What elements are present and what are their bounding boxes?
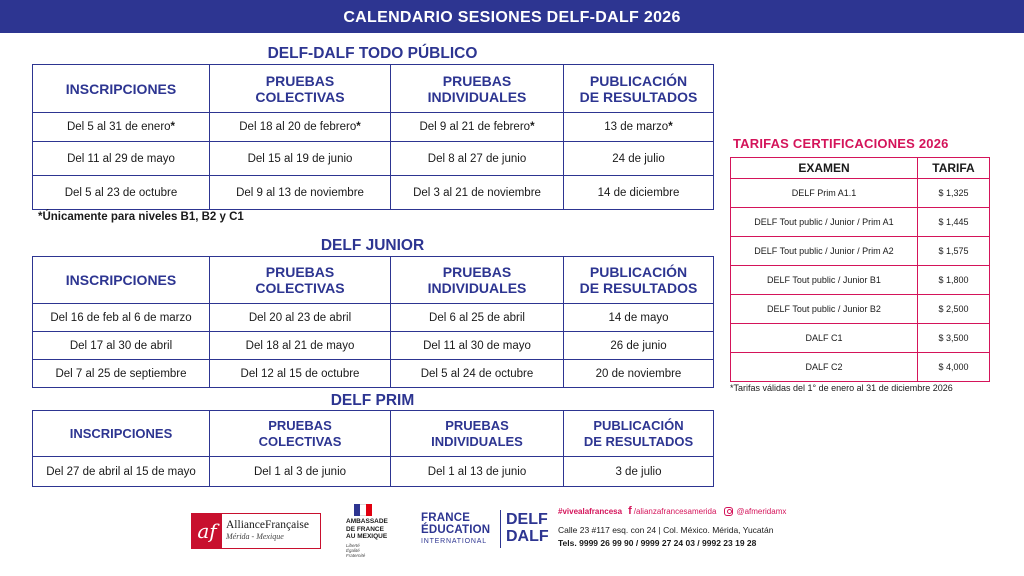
- tarifas-note: *Tarifas válidas del 1° de enero al 31 de diciembre 2026: [730, 383, 953, 393]
- page-banner: CALENDARIO SESIONES DELF-DALF 2026: [0, 0, 1024, 33]
- header-publicacion: PUBLICACIÓN DE RESULTADOS: [564, 257, 714, 304]
- af-name: AllianceFrançaise: [226, 519, 310, 531]
- fei-line: FRANCE: [421, 512, 471, 524]
- cell-pruebas-colectivas: Del 18 al 20 de febrero*: [210, 113, 391, 142]
- header-tarifa: TARIFA: [918, 158, 990, 179]
- contact-block: [558, 505, 808, 548]
- address: Calle 23 #117 esq. con 24 | Col. México. Mérida, Yucatán: [558, 525, 774, 535]
- cell-examen: DELF Tout public / Junior / Prim A2: [731, 237, 918, 266]
- cell-examen: DELF Tout public / Junior B1: [731, 266, 918, 295]
- header-pruebas-individuales: PRUEBAS INDIVIDUALES: [391, 65, 564, 113]
- cell-tarifa: $ 1,325: [918, 179, 990, 208]
- cell-pruebas-individuales: Del 8 al 27 de junio: [391, 142, 564, 176]
- delf-label: DELF: [506, 511, 548, 528]
- table-header-row: [33, 65, 714, 113]
- schedule-table-prim: [32, 410, 714, 487]
- facebook-icon: f: [628, 505, 632, 517]
- cell-inscripciones: Del 17 al 30 de abril: [33, 332, 210, 360]
- cell-inscripciones: Del 7 al 25 de septiembre: [33, 360, 210, 388]
- cell-examen: DELF Tout public / Junior / Prim A1: [731, 208, 918, 237]
- tarifas-table: [730, 157, 990, 382]
- tarifa-row: [731, 266, 990, 295]
- hashtag: #vivealafrancesa: [558, 506, 623, 516]
- cell-inscripciones: Del 5 al 31 de enero*: [33, 113, 210, 142]
- header-pruebas-individuales: PRUEBAS INDIVIDUALES: [391, 257, 564, 304]
- fei-line: ÉDUCATION: [421, 524, 491, 536]
- amb-line: AU MEXIQUE: [346, 533, 388, 540]
- cell-pruebas-individuales: Del 11 al 30 de mayo: [391, 332, 564, 360]
- social-row: [558, 505, 808, 517]
- france-education-logo: [421, 512, 501, 545]
- cell-tarifa: $ 1,575: [918, 237, 990, 266]
- cell-publicacion: 13 de marzo*: [564, 113, 714, 142]
- cell-inscripciones: Del 11 al 29 de mayo: [33, 142, 210, 176]
- header-publicacion: PUBLICACIÓN DE RESULTADOS: [564, 65, 714, 113]
- phone-numbers: Tels. 9999 26 99 90 / 9999 27 24 03 / 9992 23 19 28: [558, 538, 757, 548]
- tarifa-row: [731, 179, 990, 208]
- cell-pruebas-colectivas: Del 1 al 3 de junio: [210, 457, 391, 487]
- cell-tarifa: $ 1,800: [918, 266, 990, 295]
- cell-publicacion: 3 de julio: [564, 457, 714, 487]
- header-inscripciones: INSCRIPCIONES: [33, 411, 210, 457]
- logo-divider: [500, 510, 501, 548]
- instagram-icon: [724, 507, 733, 516]
- cell-pruebas-individuales: Del 6 al 25 de abril: [391, 304, 564, 332]
- header-pruebas-colectivas: PRUEBAS COLECTIVAS: [210, 65, 391, 113]
- section-title-junior: DELF JUNIOR: [320, 237, 425, 254]
- header-pruebas-colectivas: PRUEBAS COLECTIVAS: [210, 257, 391, 304]
- cell-tarifa: $ 1,445: [918, 208, 990, 237]
- table-row: [33, 176, 714, 210]
- cell-publicacion: 24 de julio: [564, 142, 714, 176]
- french-flag-icon: [354, 504, 372, 516]
- amb-motto: Liberté Égalité Fraternité: [346, 542, 366, 558]
- section-title-prim: DELF PRIM: [330, 392, 415, 409]
- table-row: [33, 360, 714, 388]
- cell-inscripciones: Del 16 de feb al 6 de marzo: [33, 304, 210, 332]
- cell-examen: DALF C1: [731, 324, 918, 353]
- footnote-niveles: *Únicamente para niveles B1, B2 y C1: [38, 211, 244, 223]
- cell-pruebas-individuales: Del 1 al 13 de junio: [391, 457, 564, 487]
- cell-tarifa: $ 3,500: [918, 324, 990, 353]
- table-header-row: [33, 411, 714, 457]
- cell-pruebas-colectivas: Del 12 al 15 de octubre: [210, 360, 391, 388]
- cell-examen: DALF C2: [731, 353, 918, 382]
- cell-pruebas-individuales: Del 3 al 21 de noviembre: [391, 176, 564, 210]
- tarifa-row: [731, 208, 990, 237]
- header-pruebas-individuales: PRUEBAS INDIVIDUALES: [391, 411, 564, 457]
- table-row: [33, 332, 714, 360]
- header-pruebas-colectivas: PRUEBAS COLECTIVAS: [210, 411, 391, 457]
- cell-inscripciones: Del 27 de abril al 15 de mayo: [33, 457, 210, 487]
- header-publicacion: PUBLICACIÓN DE RESULTADOS: [564, 411, 714, 457]
- amb-line: DE FRANCE: [346, 525, 384, 533]
- cell-pruebas-individuales: Del 9 al 21 de febrero*: [391, 113, 564, 142]
- cell-pruebas-colectivas: Del 9 al 13 de noviembre: [210, 176, 391, 210]
- cell-publicacion: 20 de noviembre: [564, 360, 714, 388]
- cell-examen: DELF Prim A1.1: [731, 179, 918, 208]
- cell-publicacion: 14 de diciembre: [564, 176, 714, 210]
- instagram-handle[interactable]: @afmeridamx: [736, 506, 787, 516]
- alliance-francaise-logo: [191, 513, 321, 549]
- tarifa-row: [731, 237, 990, 266]
- af-logo-icon: af: [192, 514, 222, 548]
- tarifa-row: [731, 324, 990, 353]
- table-row: [33, 113, 714, 142]
- tarifas-title: TARIFAS CERTIFICACIONES 2026: [733, 136, 949, 151]
- table-row: [33, 457, 714, 487]
- table-row: [33, 142, 714, 176]
- schedule-table-todo-publico: [32, 64, 714, 210]
- cell-pruebas-individuales: Del 5 al 24 de octubre: [391, 360, 564, 388]
- fei-line: INTERNATIONAL: [421, 538, 487, 545]
- cell-tarifa: $ 4,000: [918, 353, 990, 382]
- cell-inscripciones: Del 5 al 23 de octubre: [33, 176, 210, 210]
- cell-pruebas-colectivas: Del 18 al 21 de mayo: [210, 332, 391, 360]
- facebook-handle[interactable]: /alianzafrancesamerida: [633, 506, 717, 516]
- table-row: [33, 304, 714, 332]
- header-examen: EXAMEN: [731, 158, 918, 179]
- cell-pruebas-colectivas: Del 20 al 23 de abril: [210, 304, 391, 332]
- delf-dalf-logo: [506, 511, 549, 545]
- af-subtitle: Mérida - Mexique: [226, 532, 284, 541]
- cell-pruebas-colectivas: Del 15 al 19 de junio: [210, 142, 391, 176]
- table-header-row: [33, 257, 714, 304]
- cell-publicacion: 14 de mayo: [564, 304, 714, 332]
- schedule-table-junior: [32, 256, 714, 388]
- amb-line: AMBASSADE: [346, 518, 388, 525]
- section-title-todo-publico: DELF-DALF TODO PÚBLICO: [267, 45, 478, 62]
- header-inscripciones: INSCRIPCIONES: [33, 65, 210, 113]
- header-inscripciones: INSCRIPCIONES: [33, 257, 210, 304]
- ambassade-logo: [346, 504, 406, 558]
- cell-examen: DELF Tout public / Junior B2: [731, 295, 918, 324]
- tarifa-row: [731, 295, 990, 324]
- cell-publicacion: 26 de junio: [564, 332, 714, 360]
- tarifa-row: [731, 353, 990, 382]
- cell-tarifa: $ 2,500: [918, 295, 990, 324]
- tarifas-header-row: [731, 158, 990, 179]
- dalf-label: DALF: [506, 528, 549, 545]
